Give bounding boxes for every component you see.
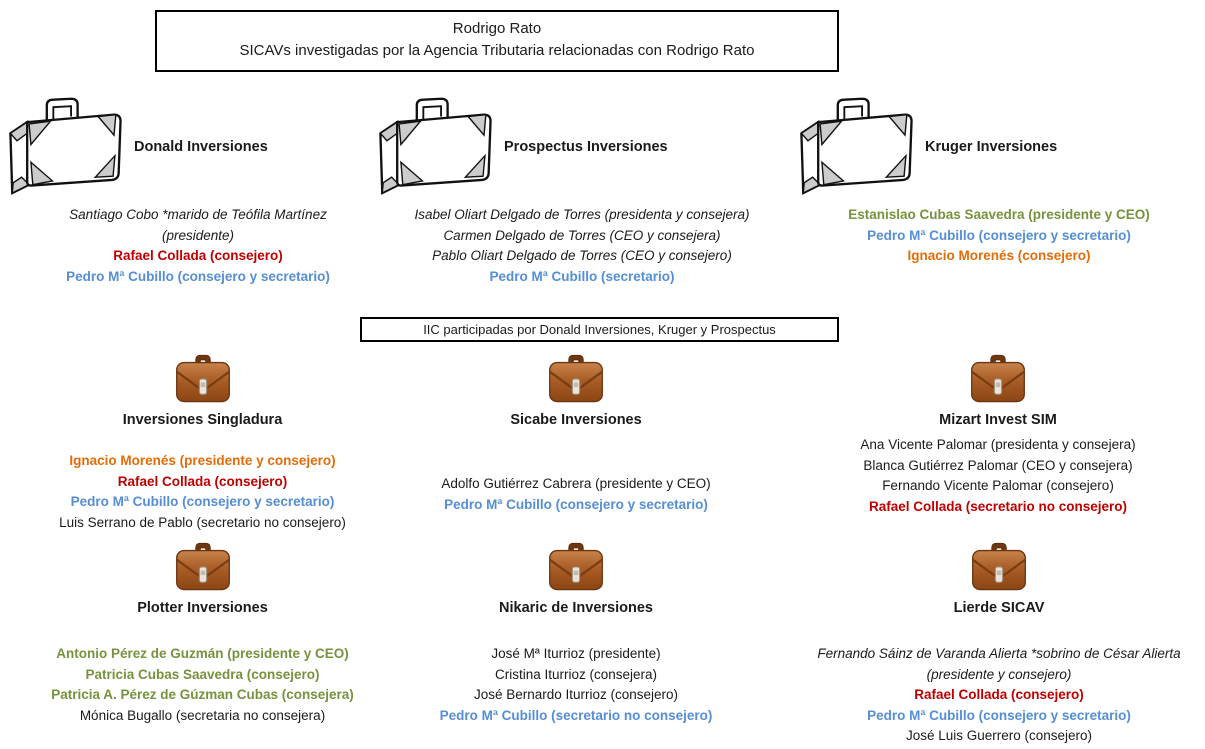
suitcase-icon [372,92,498,197]
briefcase-icon-slot [793,538,1205,600]
member-line: José Mª Iturrioz (presidente) [491,646,661,661]
company-kruger-inversiones [793,93,1205,267]
page-title: Rodrigo Rato [452,20,542,37]
members-list [372,205,792,287]
company-header [372,93,792,201]
member-line: Ana Vicente Palomar (presidenta y consejera) [860,437,1136,452]
company-name: Donald Inversiones [134,139,268,155]
members-list [803,435,1193,517]
member-line: Blanca Gutiérrez Palomar (CEO y consejera) [863,457,1133,473]
member-line: Pablo Oliart Delgado de Torres (CEO y consejero) [432,248,732,263]
member-line: Rafael Collada (consejero) [117,473,288,489]
members-list [15,451,390,533]
member-line: Carmen Delgado de Torres (CEO y consejera) [443,227,721,243]
member-line: (presidente y consejero) [926,666,1072,682]
member-line: Pedro Mª Cubillo (consejero y secretario) [867,227,1131,243]
page-subtitle: SICAVs investigadas por la Agencia Tributaria relacionadas con Rodrigo Rato [239,42,755,59]
briefcase-icon [970,538,1028,594]
briefcase-icon-slot [15,538,390,600]
member-line: Pedro Mª Cubillo (consejero y secretario) [66,268,330,284]
member-line: Estanislao Cubas Saavedra (presidente y CEO) [848,207,1150,222]
company-name: Nikaric de Inversiones [499,600,653,616]
suitcase-icon-slot [2,92,128,202]
briefcase-icon [547,350,605,406]
member-line: Isabel Oliart Delgado de Torres (presidenta y consejera) [414,207,750,222]
member-line: Ignacio Morenés (presidente y consejero) [69,453,336,468]
company-name: Plotter Inversiones [137,600,268,616]
briefcase-icon [969,350,1027,406]
company-nikaric-de-inversiones [392,538,760,726]
members-list [793,205,1205,267]
member-line: Antonio Pérez de Guzmán (presidente y CEO) [56,646,349,661]
suitcase-icon [793,92,919,197]
members-list [392,474,760,515]
member-line: (presidente) [161,227,235,243]
title-box [155,10,839,72]
member-line: Pedro Mª Cubillo (consejero y secretario) [867,707,1131,723]
company-prospectus-inversiones [372,93,792,287]
company-inversiones-singladura [15,350,390,533]
member-line: Pedro Mª Cubillo (secretario) [489,268,675,284]
member-line: Pedro Mª Cubillo (consejero y secretario) [444,496,708,512]
member-line: Santiago Cobo *marido de Teófila Martínez [69,207,327,222]
member-line: Cristina Iturrioz (consejera) [494,666,658,682]
company-header [2,93,394,201]
members-list [15,644,390,726]
briefcase-icon [547,538,605,594]
suitcase-icon-slot [793,92,919,202]
banner-text: IIC participadas por Donald Inversiones, Kruger y Prospectus [423,322,776,337]
company-name: Sicabe Inversiones [510,412,642,428]
member-line: Fernando Sáinz de Varanda Alierta *sobrino de César Alierta [817,646,1181,661]
company-name: Inversiones Singladura [122,412,283,428]
members-list [793,644,1205,747]
member-line: Ignacio Morenés (consejero) [907,248,1091,263]
company-name: Mizart Invest SIM [939,412,1057,428]
member-line: Luis Serrano de Pablo (secretario no consejero) [59,514,346,530]
company-name: Prospectus Inversiones [504,139,668,155]
members-list [2,205,394,287]
suitcase-icon-slot [372,92,498,202]
members-list [392,644,760,726]
member-line: Patricia Cubas Saavedra (consejero) [85,666,320,682]
company-mizart-invest-sim [803,350,1193,517]
member-line: José Luis Guerrero (consejero) [905,728,1093,743]
banner-box [360,317,839,342]
suitcase-icon [2,92,128,197]
company-header [793,93,1205,201]
member-line: Pedro Mª Cubillo (secretario no consejero) [439,707,713,723]
company-name: Lierde SICAV [953,600,1045,616]
company-sicabe-inversiones [392,350,760,515]
briefcase-icon [174,350,232,406]
member-line: Fernando Vicente Palomar (consejero) [882,478,1114,493]
member-line: Pedro Mª Cubillo (consejero y secretario) [70,494,335,509]
briefcase-icon-slot [392,538,760,600]
company-donald-inversiones [2,93,394,287]
briefcase-icon [174,538,232,594]
member-line: Rafael Collada (consejero) [914,687,1084,702]
member-line: Rafael Collada (consejero) [113,248,283,263]
member-line: Patricia A. Pérez de Gúzman Cubas (consejera) [51,687,354,702]
member-line: Adolfo Gutiérrez Cabrera (presidente y CEO) [441,476,711,491]
member-line: José Bernardo Iturrioz (consejero) [473,687,679,702]
member-line: Mónica Bugallo (secretaria no consejera) [79,707,326,723]
member-line: Rafael Collada (secretario no consejero) [868,498,1128,514]
briefcase-icon-slot [803,350,1193,412]
briefcase-icon-slot [15,350,390,412]
company-plotter-inversiones [15,538,390,726]
company-name: Kruger Inversiones [925,139,1058,155]
company-lierde-sicav [793,538,1205,747]
briefcase-icon-slot [392,350,760,412]
